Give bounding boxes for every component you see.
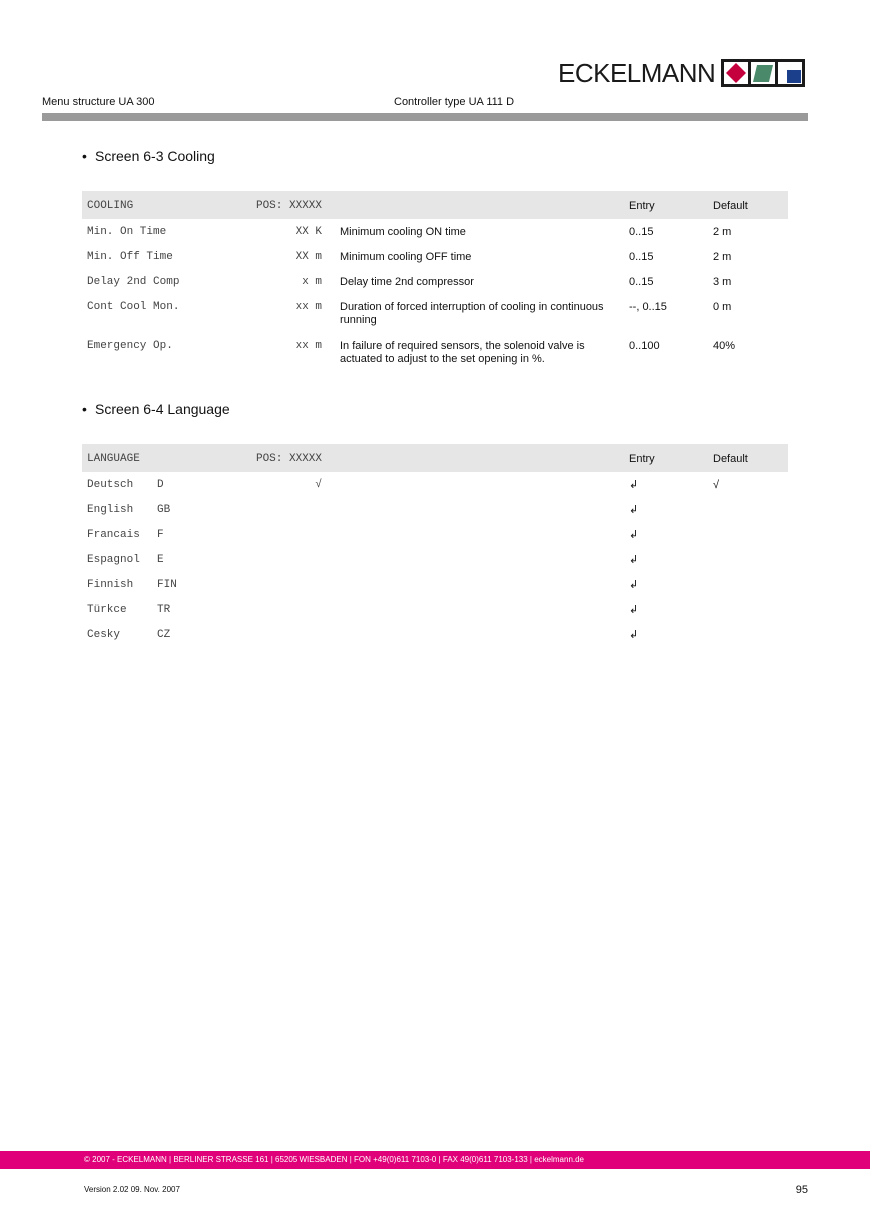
header-document-title: Menu structure UA 300 <box>42 96 155 108</box>
enter-icon: ↲ <box>629 629 639 641</box>
table-row: Delay 2nd Comp x m Delay time 2nd compressor 0..15 3 m <box>87 276 732 288</box>
footer-version: Version 2.02 09. Nov. 2007 <box>84 1185 180 1194</box>
table-row: Min. Off Time XX m Minimum cooling OFF time 0..15 2 m <box>87 251 732 263</box>
screen-name: LANGUAGE <box>82 444 229 472</box>
table-row: Emergency Op. xx m In failure of required sensors, the solenoid valve is actuated to adjust to the set opening in %. 0..100 40% <box>87 340 736 365</box>
eckelmann-logo <box>558 56 805 90</box>
default-header: Default <box>713 191 788 219</box>
table-header-row <box>82 191 788 219</box>
section-title-language: • Screen 6-4 Language <box>82 401 230 417</box>
table-header-row <box>82 444 788 472</box>
default-header: Default <box>713 444 788 472</box>
bullet-icon: • <box>82 148 87 164</box>
page-number: 95 <box>795 1184 808 1196</box>
screen-name: COOLING <box>82 191 229 219</box>
enter-icon: ↲ <box>629 554 639 566</box>
language-table <box>82 444 788 647</box>
table-row: Türkce TR ↲ <box>82 597 788 622</box>
table-row: Espagnol E ↲ <box>82 547 788 572</box>
check-icon: √ <box>315 479 322 491</box>
cooling-table <box>82 191 788 368</box>
table-row: Deutsch D √ ↲ √ <box>82 472 788 497</box>
screen-pos: POS: XXXXX <box>229 191 334 219</box>
enter-icon: ↲ <box>629 479 639 491</box>
table-row: Min. On Time XX K Minimum cooling ON time 0..15 2 m <box>87 226 732 238</box>
enter-icon: ↲ <box>629 604 639 616</box>
header-controller-type: Controller type UA 111 D <box>394 96 515 108</box>
bullet-icon: • <box>82 401 87 417</box>
table-row: Finnish FIN ↲ <box>82 572 788 597</box>
table-row: Cont Cool Mon. xx m Duration of forced interruption of cooling in continuous running --, 0..15 0 m <box>87 301 732 326</box>
header-divider <box>42 113 808 121</box>
enter-icon: ↲ <box>629 579 639 591</box>
enter-icon: ↲ <box>629 529 639 541</box>
footer-bar <box>0 1151 870 1169</box>
enter-icon: ↲ <box>629 504 639 516</box>
logo-squares-icon <box>721 57 805 89</box>
table-row: Francais F ↲ <box>82 522 788 547</box>
footer-address: © 2007 - ECKELMANN | BERLINER STRASSE 161 | 65205 WIESBADEN | FON +49(0)611 7103-0 | FAX 49(0)611 7103-133 | eckelmann.de <box>84 1155 585 1164</box>
logo-text: ECKELMANN <box>558 58 716 88</box>
entry-header: Entry <box>629 444 713 472</box>
check-icon: √ <box>713 479 720 491</box>
screen-pos: POS: XXXXX <box>229 444 334 472</box>
section-title-cooling: • Screen 6-3 Cooling <box>82 148 215 164</box>
table-row: Cesky CZ ↲ <box>82 622 788 647</box>
table-row: English GB ↲ <box>82 497 788 522</box>
entry-header: Entry <box>629 191 713 219</box>
